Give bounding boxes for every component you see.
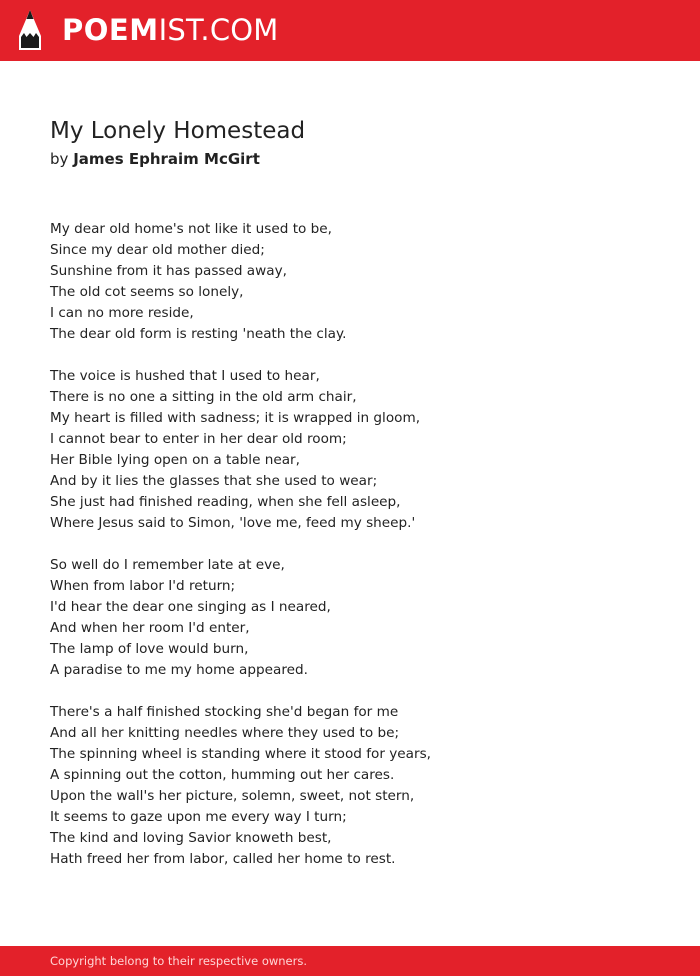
poem-line: There's a half finished stocking she'd began for me — [50, 704, 399, 720]
poem-line: The spinning wheel is standing where it stood for years, — [50, 746, 431, 762]
poem-body — [50, 219, 650, 891]
poem-line: Upon the wall's her picture, solemn, sweet, not stern, — [50, 788, 415, 804]
poem-byline — [50, 149, 260, 169]
stanza-4 — [50, 702, 650, 870]
poem-line: I'd hear the dear one singing as I neared, — [50, 599, 331, 615]
site-footer — [0, 946, 700, 976]
poem-line: Hath freed her from labor, called her home to rest. — [50, 851, 396, 867]
site-logo[interactable] — [62, 11, 279, 49]
poem-line: I cannot bear to enter in her dear old room; — [50, 431, 347, 447]
byline-prefix: by — [50, 150, 69, 168]
poem-line: My heart is filled with sadness; it is wrapped in gloom, — [50, 410, 421, 426]
author-name: James Ephraim McGirt — [73, 150, 260, 168]
poem-line: The dear old form is resting 'neath the clay. — [50, 326, 347, 342]
poem-line: It seems to gaze upon me every way I turn; — [50, 809, 347, 825]
poem-line: The lamp of love would burn, — [50, 641, 249, 657]
poem-line: Sunshine from it has passed away, — [50, 263, 287, 279]
stanza-2 — [50, 366, 650, 534]
poem-line: Her Bible lying open on a table near, — [50, 452, 300, 468]
poem-line: When from labor I'd return; — [50, 578, 236, 594]
poem-line: The voice is hushed that I used to hear, — [50, 368, 320, 384]
site-header — [0, 0, 700, 61]
poem-line: Since my dear old mother died; — [50, 242, 265, 258]
stanza-3 — [50, 555, 650, 681]
poem-line: The old cot seems so lonely, — [50, 284, 244, 300]
stanza-1 — [50, 219, 650, 345]
poem-line: A paradise to me my home appeared. — [50, 662, 308, 678]
copyright-notice: Copyright belong to their respective owners. — [50, 954, 308, 968]
pencil-tip-icon[interactable] — [17, 9, 43, 51]
logo-light-text: IST.COM — [158, 13, 279, 47]
poem-line: She just had finished reading, when she fell asleep, — [50, 494, 401, 510]
poem-line: There is no one a sitting in the old arm chair, — [50, 389, 357, 405]
logo-bold-text: POEM — [62, 13, 159, 47]
poem-line: So well do I remember late at eve, — [50, 557, 285, 573]
poem-line: A spinning out the cotton, humming out her cares. — [50, 767, 395, 783]
poem-line: The kind and loving Savior knoweth best, — [50, 830, 332, 846]
poem-line: And when her room I'd enter, — [50, 620, 250, 636]
poem-line: Where Jesus said to Simon, 'love me, feed my sheep.' — [50, 515, 416, 531]
poem-title: My Lonely Homestead — [50, 118, 306, 144]
poem-line: My dear old home's not like it used to be, — [50, 221, 332, 237]
poem-line: And by it lies the glasses that she used to wear; — [50, 473, 378, 489]
poem-line: I can no more reside, — [50, 305, 194, 321]
poem-line: And all her knitting needles where they used to be; — [50, 725, 400, 741]
